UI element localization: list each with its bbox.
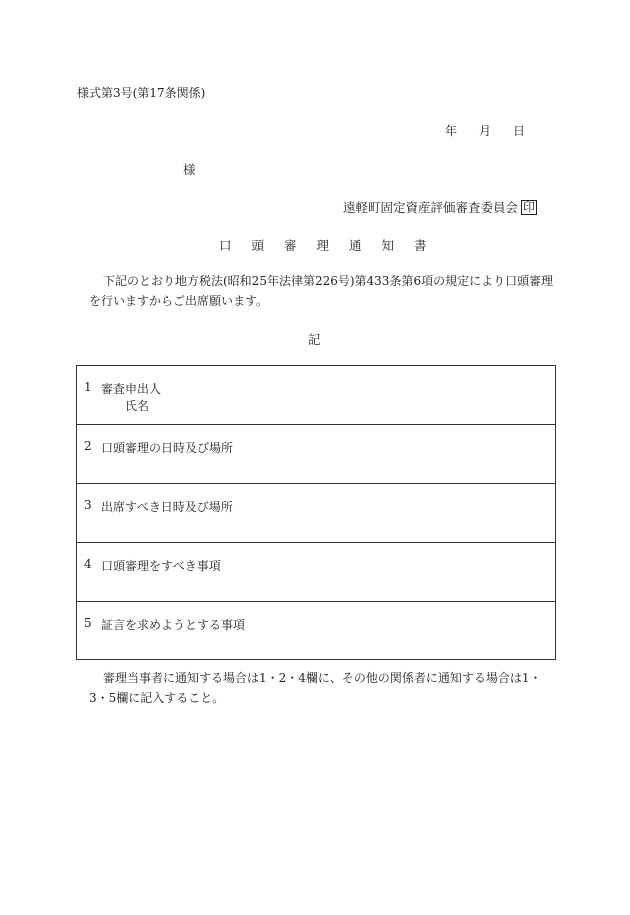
table-row bbox=[77, 484, 555, 543]
body-paragraph: 下記のとおり地方税法(昭和25年法律第226号)第433条第6項の規定により口頭審理を行いますからご出席願います。 bbox=[89, 274, 554, 308]
footnote: 審理当事者に通知する場合は1・2・4欄に、その他の関係者に通知する場合は1・3・5欄に記入すること。 bbox=[89, 671, 542, 705]
item-label: 出席すべき日時及び場所 bbox=[101, 500, 233, 514]
table-row bbox=[77, 425, 555, 484]
item-label: 口頭審理の日時及び場所 bbox=[101, 441, 234, 455]
issuer-name: 遠軽町固定資産評価審査委員会 bbox=[343, 200, 519, 215]
date-line bbox=[445, 122, 525, 139]
issuer-line bbox=[343, 198, 537, 216]
item-sublabel: 氏名 bbox=[125, 399, 150, 413]
seal-mark: 印 bbox=[523, 200, 536, 214]
form-number: 様式第3号(第17条関係) bbox=[77, 86, 206, 100]
item-label: 口頭審理をすべき事項 bbox=[101, 559, 221, 573]
document-title: 口頭審理通知書 bbox=[219, 238, 447, 253]
item-number: 1 bbox=[84, 380, 92, 394]
table-row bbox=[77, 543, 555, 602]
item-label: 審査申出人 bbox=[101, 382, 162, 396]
item-number: 5 bbox=[84, 616, 92, 630]
table-row bbox=[77, 602, 555, 661]
date-day-label: 日 bbox=[513, 124, 526, 138]
date-month-label: 月 bbox=[479, 124, 492, 138]
table-row bbox=[77, 366, 555, 425]
item-number: 2 bbox=[84, 439, 92, 453]
item-number: 4 bbox=[84, 557, 92, 571]
item-number: 3 bbox=[84, 498, 92, 512]
ki-heading: 記 bbox=[308, 332, 321, 347]
date-year-label: 年 bbox=[445, 124, 458, 138]
item-label: 証言を求めようとする事項 bbox=[101, 618, 246, 632]
addressee-suffix: 様 bbox=[183, 162, 196, 177]
items-table bbox=[76, 365, 556, 660]
